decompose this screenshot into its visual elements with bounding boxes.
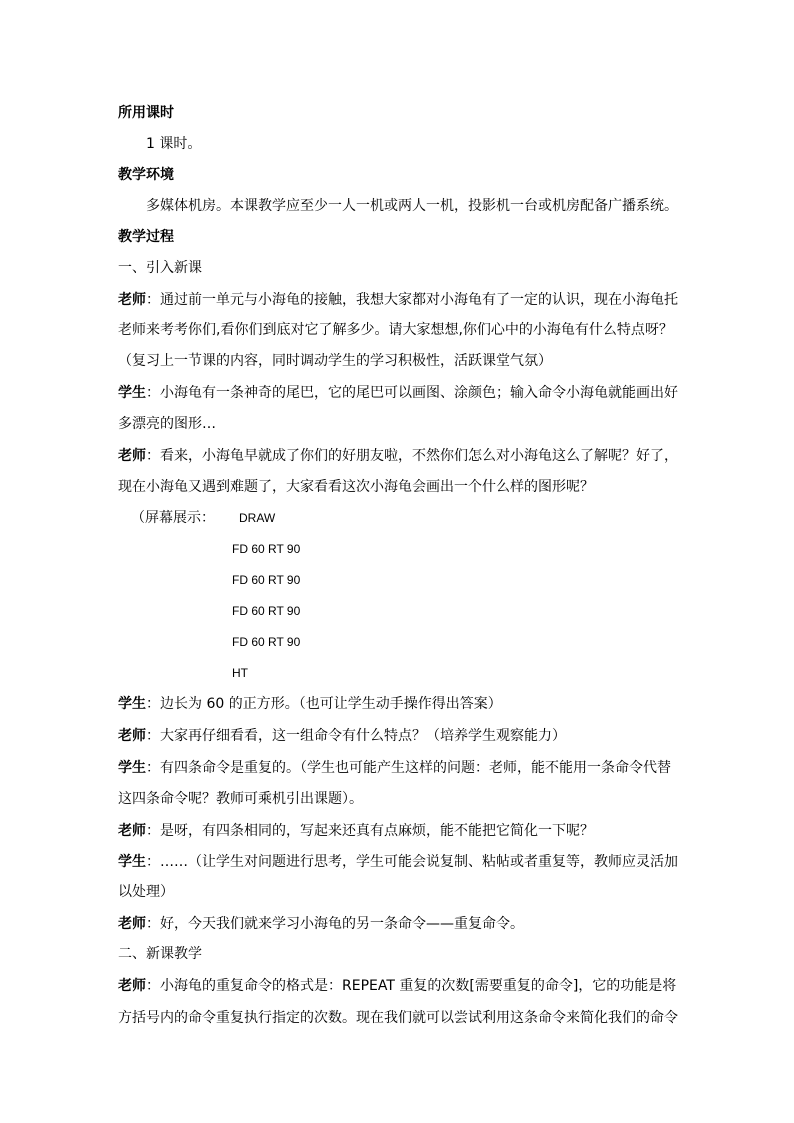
dialogue-line	[118, 758, 671, 778]
dialogue-text: ：大家再仔细看看，这一组命令有什么特点？（培养学生观察能力）	[146, 728, 566, 744]
dialogue-line	[118, 976, 676, 996]
part2-title: 二、新课教学	[118, 946, 202, 962]
dialogue-text: ：边长为 60 的正方形。（也可让学生动手操作得出答案）	[146, 696, 502, 712]
speaker-label: 老师	[118, 823, 146, 839]
dialogue-text: 多漂亮的图形…	[118, 416, 216, 432]
dialogue-text: ：好，今天我们就来学习小海龟的另一条命令——重复命令。	[146, 916, 524, 932]
speaker-label: 老师	[118, 978, 146, 994]
dialogue-text: ：有四条命令是重复的。（学生也可能产生这样的问题：老师，能不能用一条命令代替	[146, 760, 671, 776]
dialogue-text: 以处理）	[118, 884, 174, 900]
speaker-label: 学生	[118, 854, 146, 870]
dialogue-line	[118, 446, 678, 466]
dialogue-text: ：看来，小海龟早就成了你们的好朋友啦，不然你们怎么对小海龟这么了解呢？好了，	[146, 448, 678, 464]
dialogue-text: 老师来考考你们,看你们到底对它了解多少。请大家想想,你们心中的小海龟有什么特点呀？	[118, 322, 673, 338]
dialogue-line	[118, 383, 678, 403]
code-line: HT	[232, 666, 248, 680]
dialogue-text: ：小海龟有一条神奇的尾巴，它的尾巴可以画图、涂颜色；输入命令小海龟就能画出好	[146, 385, 678, 401]
dialogue-text: 现在小海龟又遇到难题了，大家看看这次小海龟会画出一个什么样的图形呢？	[118, 479, 594, 495]
speaker-label: 老师	[118, 916, 146, 932]
dialogue-line	[118, 852, 678, 872]
dialogue-line	[118, 726, 566, 746]
part1-title: 一、引入新课	[118, 260, 202, 276]
speaker-label: 学生	[118, 760, 146, 776]
code-line: FD 60 RT 90	[232, 573, 301, 587]
dialogue-line	[118, 914, 524, 934]
dialogue-text: ：小海龟的重复命令的格式是：REPEAT 重复的次数[需要重复的命令]，它的功能是将	[146, 978, 677, 994]
dialogue-line	[118, 694, 502, 714]
dialogue-text: 这四条命令呢？教师可乘机引出课题）。	[118, 791, 363, 807]
hours-body: 1 课时。	[146, 136, 202, 152]
dialogue-text: ：……（让学生对问题进行思考，学生可能会说复制、粘帖或者重复等，教师应灵活加	[146, 854, 678, 870]
dialogue-text: 方括号内的命令重复执行指定的次数。现在我们就可以尝试利用这条命令来简化我们的命令	[118, 1010, 678, 1026]
screen-label: （屏幕展示：	[131, 510, 215, 526]
dialogue-line	[118, 290, 678, 310]
speaker-label: 学生	[118, 385, 146, 401]
section-title-process: 教学过程	[118, 229, 174, 245]
section-title-env: 教学环境	[118, 167, 174, 183]
dialogue-text: （复习上一节课的内容，同时调动学生的学习积极性，活跃课堂气氛）	[118, 353, 552, 369]
speaker-label: 学生	[118, 696, 146, 712]
env-body: 多媒体机房。本课教学应至少一人一机或两人一机，投影机一台或机房配备广播系统。	[146, 198, 678, 214]
code-line: FD 60 RT 90	[232, 542, 301, 556]
code-line: DRAW	[239, 511, 276, 525]
dialogue-line	[118, 821, 594, 841]
code-line: FD 60 RT 90	[232, 635, 301, 649]
speaker-label: 老师	[118, 728, 146, 744]
code-line: FD 60 RT 90	[232, 604, 301, 618]
speaker-label: 老师	[118, 292, 146, 308]
section-title-hours: 所用课时	[118, 105, 174, 121]
speaker-label: 老师	[118, 448, 146, 464]
dialogue-text: ：是呀，有四条相同的，写起来还真有点麻烦，能不能把它简化一下呢？	[146, 823, 594, 839]
dialogue-text: ：通过前一单元与小海龟的接触，我想大家都对小海龟有了一定的认识，现在小海龟托	[146, 292, 678, 308]
